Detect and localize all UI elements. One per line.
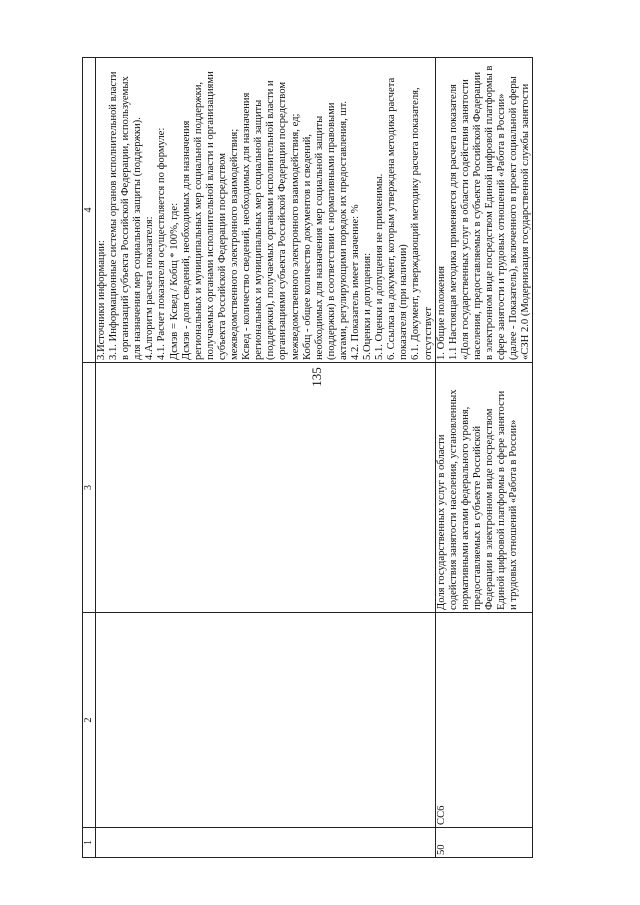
text-line: 4.1. Расчет показателя осуществляется по формуле: <box>156 127 168 360</box>
text-line: организациями субъекта Российской Федерации посредством <box>277 81 289 360</box>
text-line: «Доля государственных услуг в области содействия занятости <box>459 79 471 360</box>
text-line: субъекта Российской Федерации посредством <box>216 153 228 360</box>
text-line: Дсмэв = Ксвед / Кобщ * 100%, где: <box>168 202 180 360</box>
page-number: 135 <box>309 367 324 387</box>
indicator-code-cell <box>96 613 436 828</box>
text-line: Доля государственных услуг в области <box>435 434 447 610</box>
methodology-table <box>82 57 533 858</box>
text-line: (далее - Показатель), включенного в проект социальной сферы <box>508 76 520 360</box>
text-line: региональных и муниципальных мер социальной поддержки, <box>192 81 204 360</box>
text-line: Дсмэв - доля сведений, необходимых для назначения <box>180 120 192 360</box>
header-col-1: 1 <box>83 828 96 858</box>
text-line: предоставляемых в субъекте Российской <box>471 425 483 610</box>
header-row <box>83 58 96 858</box>
text-line: в организаций субъекта Российской Федерации, используемых <box>120 76 132 360</box>
text-line: сфере занятости и трудовых отношений «Работа в России» <box>496 93 508 360</box>
text-line: 1.1 Настоящая методика применяется для расчета показателя <box>447 84 459 360</box>
text-line: (поддержки) в соответствии с нормативными правовыми <box>325 102 337 360</box>
header-col-3: 3 <box>83 363 96 613</box>
text-line: 1. Общие положения <box>435 265 447 360</box>
text-line: для назначения мер социальной защиты (поддержки). <box>132 117 144 360</box>
text-line: актами, регулирующими порядок их предоставления, шт. <box>337 100 349 360</box>
text-line: Ксвед - количество сведений, необходимых для назначения <box>241 92 253 360</box>
text-line: региональных и муниципальных мер социальной защиты <box>253 99 265 360</box>
text-line: нормативными актами федерального уровня, <box>459 406 471 610</box>
text-line: 4.Алгоритм расчета показателя: <box>144 216 156 360</box>
text-line: необходимых для назначения мер социальной защиты <box>313 115 325 360</box>
text-line: «СЗН 2.0 (Модернизация государственной службы занятости <box>520 83 532 360</box>
table-row <box>96 58 436 858</box>
text-line: 3.1. Информационные системы органов исполнительной власти <box>108 71 120 360</box>
text-line: Федерации в электронном виде посредством <box>484 408 495 610</box>
text-line: 4.2. Показатель имеет значение: % <box>349 204 361 360</box>
text-line: показателя (при наличии) <box>398 244 410 360</box>
indicator-name-cell <box>96 363 436 613</box>
row-number-cell: 50 <box>435 828 533 858</box>
row-number-cell <box>96 828 436 858</box>
text-line: межведомственного электронного взаимодействия; <box>229 128 241 360</box>
text-line: содействия занятости населения, установленных <box>447 389 459 610</box>
text-line: получаемых органами исполнительной власти и организациями <box>204 71 216 360</box>
text-line: (поддержки), получаемых органами исполнительной власти и <box>265 80 277 360</box>
text-line: межведомственного электронного взаимодействия, ед; <box>289 113 301 360</box>
text-line: 3.Источники информации: <box>96 240 107 360</box>
text-line: 6. Ссылка на документ, которым утверждена методика расчета <box>386 77 398 360</box>
text-line: отсутствует <box>422 307 434 360</box>
header-col-2: 2 <box>83 613 96 828</box>
text-line: 5.1. Оценки и допущения не применимы. <box>374 173 386 360</box>
indicator-code-cell: СС6 <box>435 613 533 828</box>
table-row <box>435 58 533 858</box>
rotated-table-container <box>82 58 582 858</box>
header-col-4: 4 <box>83 58 96 363</box>
text-line: и трудовых отношений «Работа в России» <box>508 419 520 610</box>
text-line: Единой цифровой платформы в сфере занятости <box>496 390 508 610</box>
text-line: Кобщ - общее количество документов и сведений, <box>301 134 313 360</box>
text-line: 6.1. Документ, утверждающий методику расчета показателя, <box>410 87 422 360</box>
methodology-cell <box>96 58 436 363</box>
indicator-name-cell <box>435 363 533 613</box>
text-line: населения, предоставляемых в субъекте Российской Федерации <box>471 71 483 360</box>
text-line: в электронном виде посредством Единой цифровой платформы в <box>484 65 495 360</box>
text-line: 5.Оценки и допущения: <box>362 252 374 360</box>
methodology-cell <box>435 58 533 363</box>
